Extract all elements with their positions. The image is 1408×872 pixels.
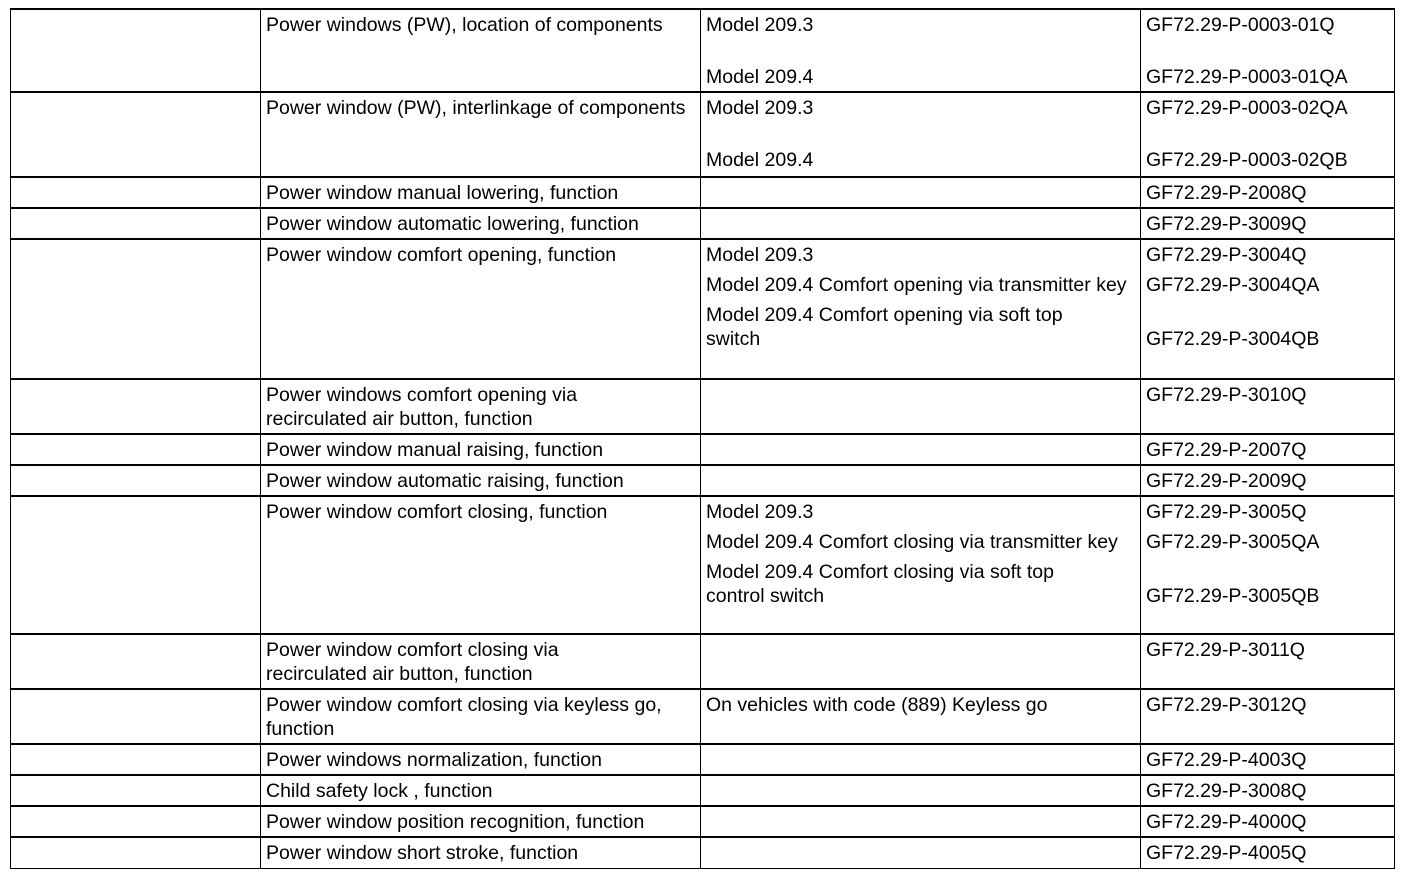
description-text: Power windows comfort opening via recirculated air button, function — [266, 384, 578, 430]
empty-cell — [11, 634, 261, 689]
description-cell — [261, 689, 701, 744]
note-cell — [701, 465, 1141, 496]
table-row — [11, 9, 1395, 92]
doc-cell — [1141, 239, 1395, 379]
doc-reference-link[interactable]: GF72.29-P-4003Q — [1146, 749, 1307, 771]
note-text: Model 209.4 Comfort opening via soft top switch — [706, 304, 1063, 350]
note-text: Model 209.4 Comfort closing via transmitter key — [706, 531, 1118, 553]
empty-cell — [11, 92, 261, 177]
note-text: Model 209.4 Comfort closing via soft top control switch — [706, 561, 1054, 607]
note-text: On vehicles with code (889) Keyless go — [706, 694, 1048, 716]
table-body — [11, 9, 1395, 868]
note-cell — [701, 634, 1141, 689]
description-text: Power window comfort closing via recirculated air button, function — [266, 639, 559, 685]
doc-reference-link[interactable]: GF72.29-P-0003-01Q — [1146, 14, 1335, 36]
doc-cell — [1141, 177, 1395, 208]
document-reference-table — [10, 8, 1395, 869]
doc-cell — [1141, 496, 1395, 634]
description-cell — [261, 92, 701, 177]
doc-cell — [1141, 806, 1395, 837]
description-cell — [261, 837, 701, 868]
doc-cell — [1141, 208, 1395, 239]
doc-cell — [1141, 744, 1395, 775]
description-cell — [261, 177, 701, 208]
empty-cell — [11, 806, 261, 837]
description-text: Power window manual raising, function — [266, 439, 604, 461]
empty-cell — [11, 9, 261, 92]
doc-reference-link[interactable]: GF72.29-P-3005QA — [1146, 531, 1320, 553]
note-cell — [701, 379, 1141, 434]
doc-reference-link[interactable]: GF72.29-P-2009Q — [1146, 470, 1307, 492]
doc-reference-link[interactable]: GF72.29-P-3005QB — [1146, 585, 1320, 607]
doc-cell — [1141, 434, 1395, 465]
table-row — [11, 434, 1395, 465]
note-cell — [701, 434, 1141, 465]
note-cell — [701, 837, 1141, 868]
doc-reference-link[interactable]: GF72.29-P-0003-02QA — [1146, 97, 1348, 119]
doc-reference-link[interactable]: GF72.29-P-3004QA — [1146, 274, 1320, 296]
note-cell — [701, 496, 1141, 634]
description-text: Power windows normalization, function — [266, 749, 602, 771]
description-text: Power window manual lowering, function — [266, 182, 619, 204]
table-row — [11, 634, 1395, 689]
doc-cell — [1141, 92, 1395, 177]
description-text: Power window automatic lowering, function — [266, 213, 639, 235]
doc-cell — [1141, 775, 1395, 806]
doc-reference-link[interactable]: GF72.29-P-0003-02QB — [1146, 149, 1348, 171]
description-text: Child safety lock , function — [266, 780, 493, 802]
note-text: Model 209.4 Comfort opening via transmitter key — [706, 274, 1127, 296]
doc-reference-link[interactable]: GF72.29-P-3005Q — [1146, 501, 1307, 523]
note-text: Model 209.4 — [706, 66, 814, 88]
note-text: Model 209.3 — [706, 501, 814, 523]
doc-reference-link[interactable]: GF72.29-P-3008Q — [1146, 780, 1307, 802]
table-row — [11, 689, 1395, 744]
table-row — [11, 744, 1395, 775]
note-cell — [701, 689, 1141, 744]
doc-cell — [1141, 9, 1395, 92]
doc-reference-link[interactable]: GF72.29-P-3012Q — [1146, 694, 1307, 716]
empty-cell — [11, 239, 261, 379]
doc-reference-link[interactable]: GF72.29-P-3004QB — [1146, 328, 1320, 350]
note-cell — [701, 92, 1141, 177]
table-row — [11, 92, 1395, 177]
empty-cell — [11, 379, 261, 434]
note-text: Model 209.3 — [706, 244, 814, 266]
doc-reference-link[interactable]: GF72.29-P-2008Q — [1146, 182, 1307, 204]
description-text: Power window (PW), interlinkage of components — [266, 97, 686, 119]
note-cell — [701, 208, 1141, 239]
note-cell — [701, 775, 1141, 806]
doc-cell — [1141, 379, 1395, 434]
note-text: Model 209.3 — [706, 97, 814, 119]
doc-cell — [1141, 634, 1395, 689]
description-text: Power window automatic raising, function — [266, 470, 624, 492]
description-cell — [261, 465, 701, 496]
table-row — [11, 379, 1395, 434]
description-text: Power window comfort closing via keyless go, function — [266, 694, 662, 740]
description-cell — [261, 806, 701, 837]
empty-cell — [11, 434, 261, 465]
doc-reference-link[interactable]: GF72.29-P-3004Q — [1146, 244, 1307, 266]
empty-cell — [11, 689, 261, 744]
table-row — [11, 239, 1395, 379]
empty-cell — [11, 837, 261, 868]
empty-cell — [11, 465, 261, 496]
note-cell — [701, 9, 1141, 92]
description-cell — [261, 775, 701, 806]
description-cell — [261, 634, 701, 689]
description-text: Power windows (PW), location of components — [266, 14, 663, 36]
doc-reference-link[interactable]: GF72.29-P-0003-01QA — [1146, 66, 1348, 88]
description-text: Power window comfort opening, function — [266, 244, 617, 266]
empty-cell — [11, 208, 261, 239]
note-cell — [701, 177, 1141, 208]
note-cell — [701, 744, 1141, 775]
doc-reference-link[interactable]: GF72.29-P-4005Q — [1146, 842, 1307, 864]
doc-reference-link[interactable]: GF72.29-P-4000Q — [1146, 811, 1307, 833]
note-cell — [701, 806, 1141, 837]
description-text: Power window comfort closing, function — [266, 501, 608, 523]
table-row — [11, 208, 1395, 239]
doc-reference-link[interactable]: GF72.29-P-3010Q — [1146, 384, 1307, 406]
empty-cell — [11, 775, 261, 806]
table-row — [11, 806, 1395, 837]
description-cell — [261, 379, 701, 434]
doc-reference-link[interactable]: GF72.29-P-2007Q — [1146, 439, 1307, 461]
empty-cell — [11, 496, 261, 634]
empty-cell — [11, 177, 261, 208]
description-text: Power window short stroke, function — [266, 842, 579, 864]
table-row — [11, 465, 1395, 496]
description-cell — [261, 496, 701, 634]
description-cell — [261, 744, 701, 775]
description-cell — [261, 208, 701, 239]
doc-cell — [1141, 837, 1395, 868]
table-row — [11, 837, 1395, 868]
note-cell — [701, 239, 1141, 379]
note-text: Model 209.4 — [706, 149, 814, 171]
table-row — [11, 496, 1395, 634]
description-cell — [261, 239, 701, 379]
doc-reference-link[interactable]: GF72.29-P-3011Q — [1146, 639, 1305, 661]
description-cell — [261, 434, 701, 465]
note-text: Model 209.3 — [706, 14, 814, 36]
description-text: Power window position recognition, function — [266, 811, 645, 833]
description-cell — [261, 9, 701, 92]
doc-reference-link[interactable]: GF72.29-P-3009Q — [1146, 213, 1307, 235]
doc-cell — [1141, 465, 1395, 496]
table-row — [11, 775, 1395, 806]
empty-cell — [11, 744, 261, 775]
doc-cell — [1141, 689, 1395, 744]
table-row — [11, 177, 1395, 208]
